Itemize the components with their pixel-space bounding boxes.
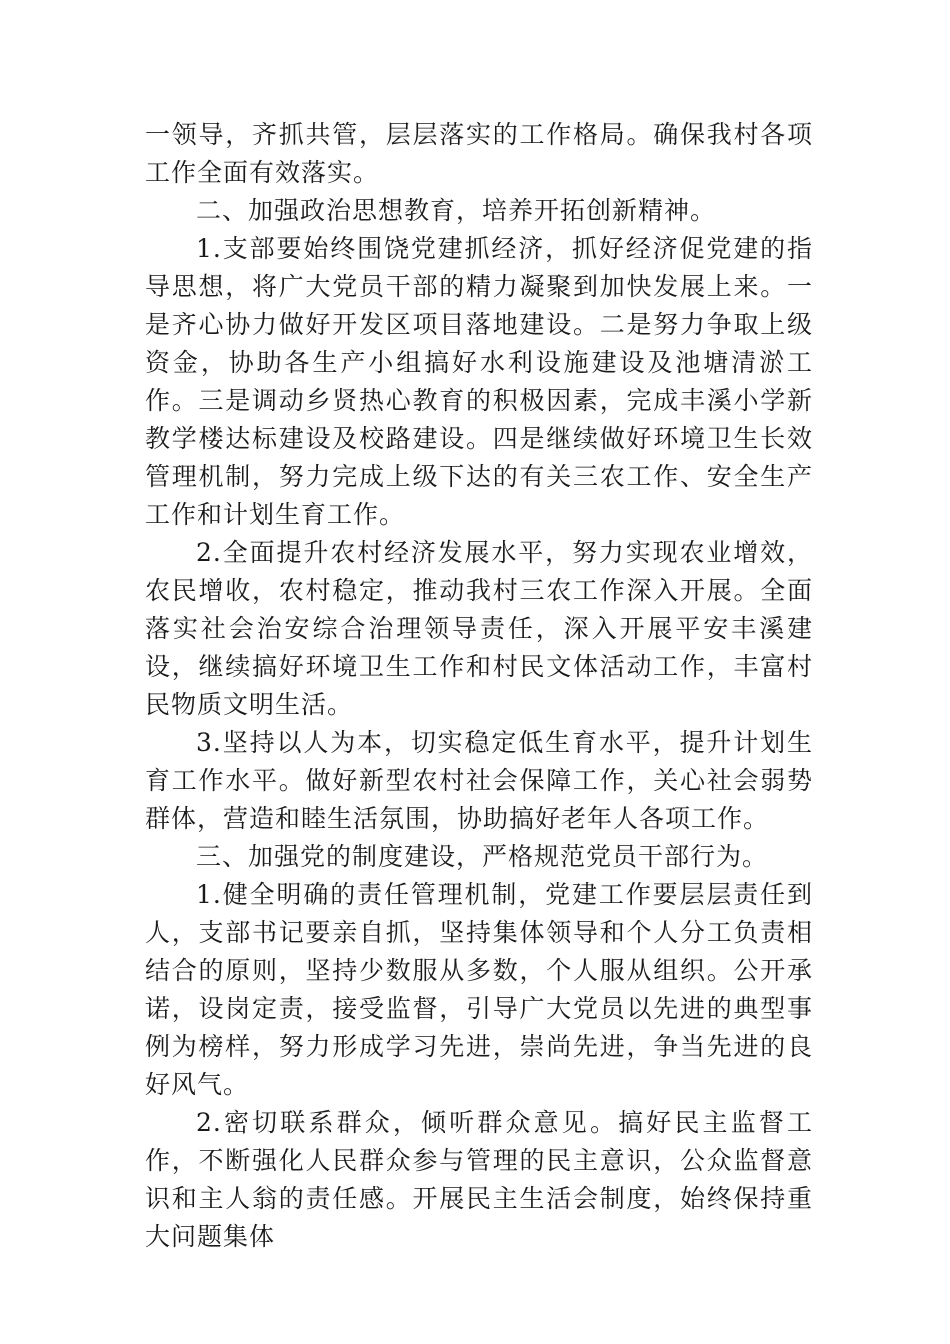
section-heading-three: 三、加强党的制度建设，严格规范党员干部行为。 <box>196 842 769 871</box>
paragraph-continuation: 一领导，齐抓共管，层层落实的工作格局。确保我村各项工作全面有效落实。 <box>145 120 813 187</box>
paragraph-2-2: 2.全面提升农村经济发展水平，努力实现农业增效，农民增收，农村稳定，推动我村三农工作深入开展。全面落实社会治安综合治理领导责任，深入开展平安丰溪建设，继续搞好环境卫生工作和村民文体活动工作，丰富村民物质文明生活。 <box>145 538 813 719</box>
section-heading-two: 二、加强政治思想教育，培养开拓创新精神。 <box>196 196 717 225</box>
paragraph-3-2: 2.密切联系群众，倾听群众意见。搞好民主监督工作，不断强化人民群众参与管理的民主意识，公众监督意识和主人翁的责任感。开展民主生活会制度，始终保持重大问题集体 <box>145 1108 813 1251</box>
paragraph-3-1: 1.健全明确的责任管理机制，党建工作要层层责任到人，支部书记要亲自抓，坚持集体领导和个人分工负责相结合的原则，坚持少数服从多数，个人服从组织。公开承诺，设岗定责，接受监督，引导广大党员以先进的典型事例为榜样，努力形成学习先进，崇尚先进，争当先进的良好风气。 <box>145 880 813 1099</box>
paragraph-2-3: 3.坚持以人为本，切实稳定低生育水平，提升计划生育工作水平。做好新型农村社会保障工作，关心社会弱势群体，营造和睦生活氛围，协助搞好老年人各项工作。 <box>145 728 813 833</box>
body-text <box>145 116 813 1256</box>
paragraph-2-1: 1.支部要始终围饶党建抓经济，抓好经济促党建的指导思想，将广大党员干部的精力凝聚到加快发展上来。一是齐心协力做好开发区项目落地建设。二是努力争取上级资金，协助各生产小组搞好水利设施建设及池塘清淤工作。三是调动乡贤热心教育的积极因素，完成丰溪小学新教学楼达标建设及校路建设。四是继续做好环境卫生长效管理机制，努力完成上级下达的有关三农工作、安全生产工作和计划生育工作。 <box>145 234 813 529</box>
